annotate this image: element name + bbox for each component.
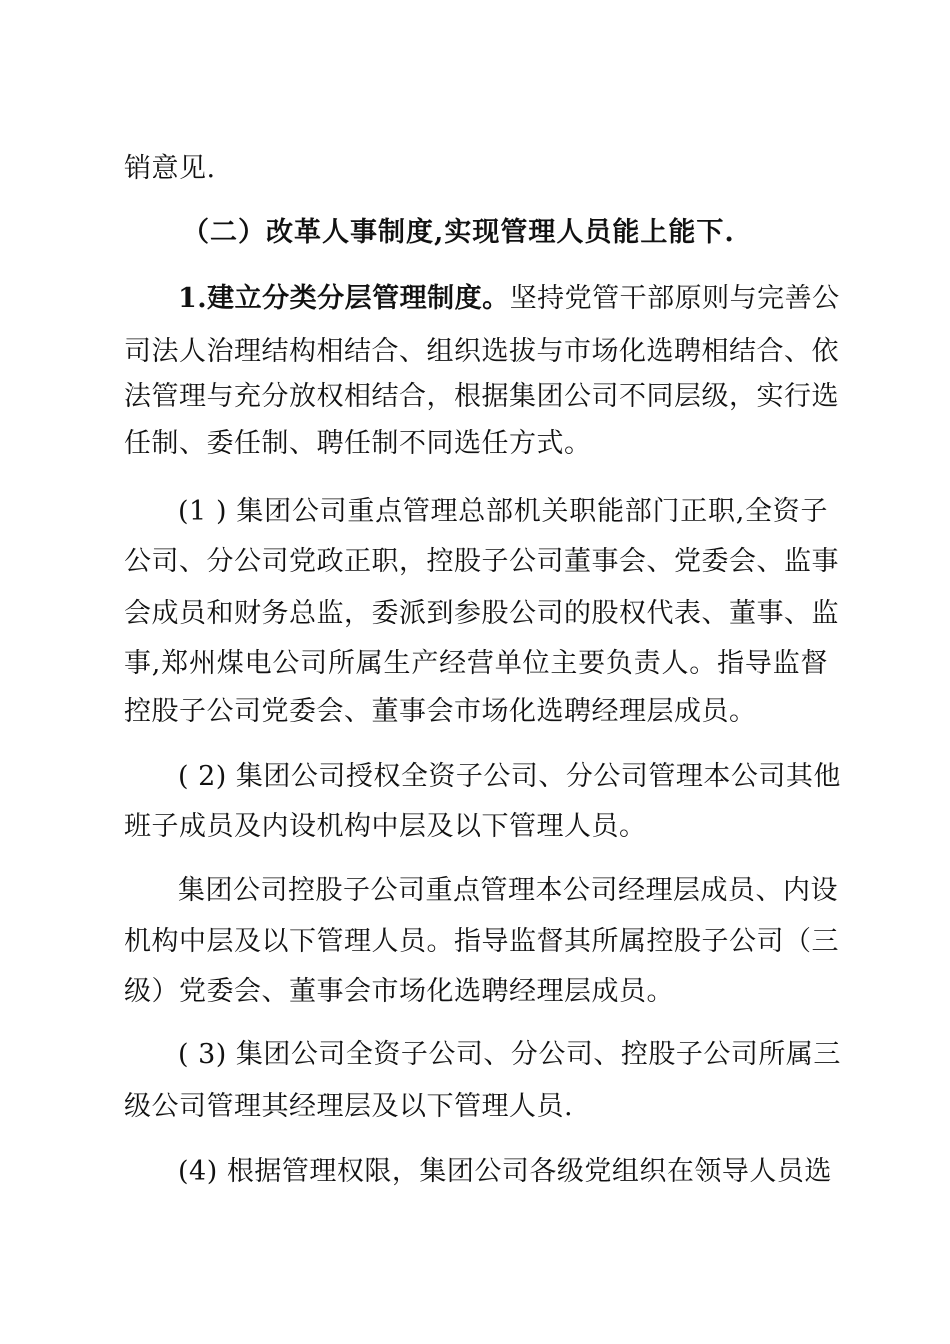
- text-line-16: 级）党委会、董事会市场化选聘经理层成员。: [124, 976, 674, 1007]
- text-line-13: 班子成员及内设机构中层及以下管理人员。: [124, 811, 647, 842]
- text-line-15: 机构中层及以下管理人员。指导监督其所属控股子公司（三: [124, 926, 839, 957]
- text-line-12: ( 2) 集团公司授权全资子公司、分公司管理本公司其他: [178, 761, 841, 792]
- text-line-10: 事,郑州煤电公司所属生产经营单位主要负责人。指导监督: [124, 648, 828, 679]
- text-line-9: 会成员和财务总监，委派到参股公司的股权代表、董事、监: [124, 598, 839, 629]
- text-line-18: 级公司管理其经理层及以下管理人员.: [124, 1091, 574, 1122]
- text-line-1: 销意见.: [124, 153, 216, 184]
- text-line-6: 任制、委任制、聘任制不同选任方式。: [124, 428, 592, 459]
- text-line-8: 公司、分公司党政正职，控股子公司董事会、党委会、监事: [124, 546, 839, 577]
- text-line-17: ( 3) 集团公司全资子公司、分公司、控股子公司所属三: [178, 1039, 841, 1070]
- text-line-11: 控股子公司党委会、董事会市场化选聘经理层成员。: [124, 696, 757, 727]
- text-line-5: 法管理与充分放权相结合，根据集团公司不同层级，实行选: [124, 381, 839, 412]
- text-line-14: 集团公司控股子公司重点管理本公司经理层成员、内设: [178, 875, 838, 906]
- section-heading: （二）改革人事制度,实现管理人员能上能下.: [182, 217, 735, 248]
- item-1-first-line: [178, 282, 840, 316]
- text-line-4: 司法人治理结构相结合、组织选拔与市场化选聘相结合、依: [124, 336, 839, 367]
- text-line-7: (1 ) 集团公司重点管理总部机关职能部门正职,全资子: [178, 496, 828, 527]
- item-1-text: 坚持党管干部原则与完善公: [509, 283, 840, 314]
- item-1-heading: 1.建立分类分层管理制度。: [178, 283, 510, 314]
- text-line-19: (4) 根据管理权限，集团公司各级党组织在领导人员选: [178, 1156, 832, 1187]
